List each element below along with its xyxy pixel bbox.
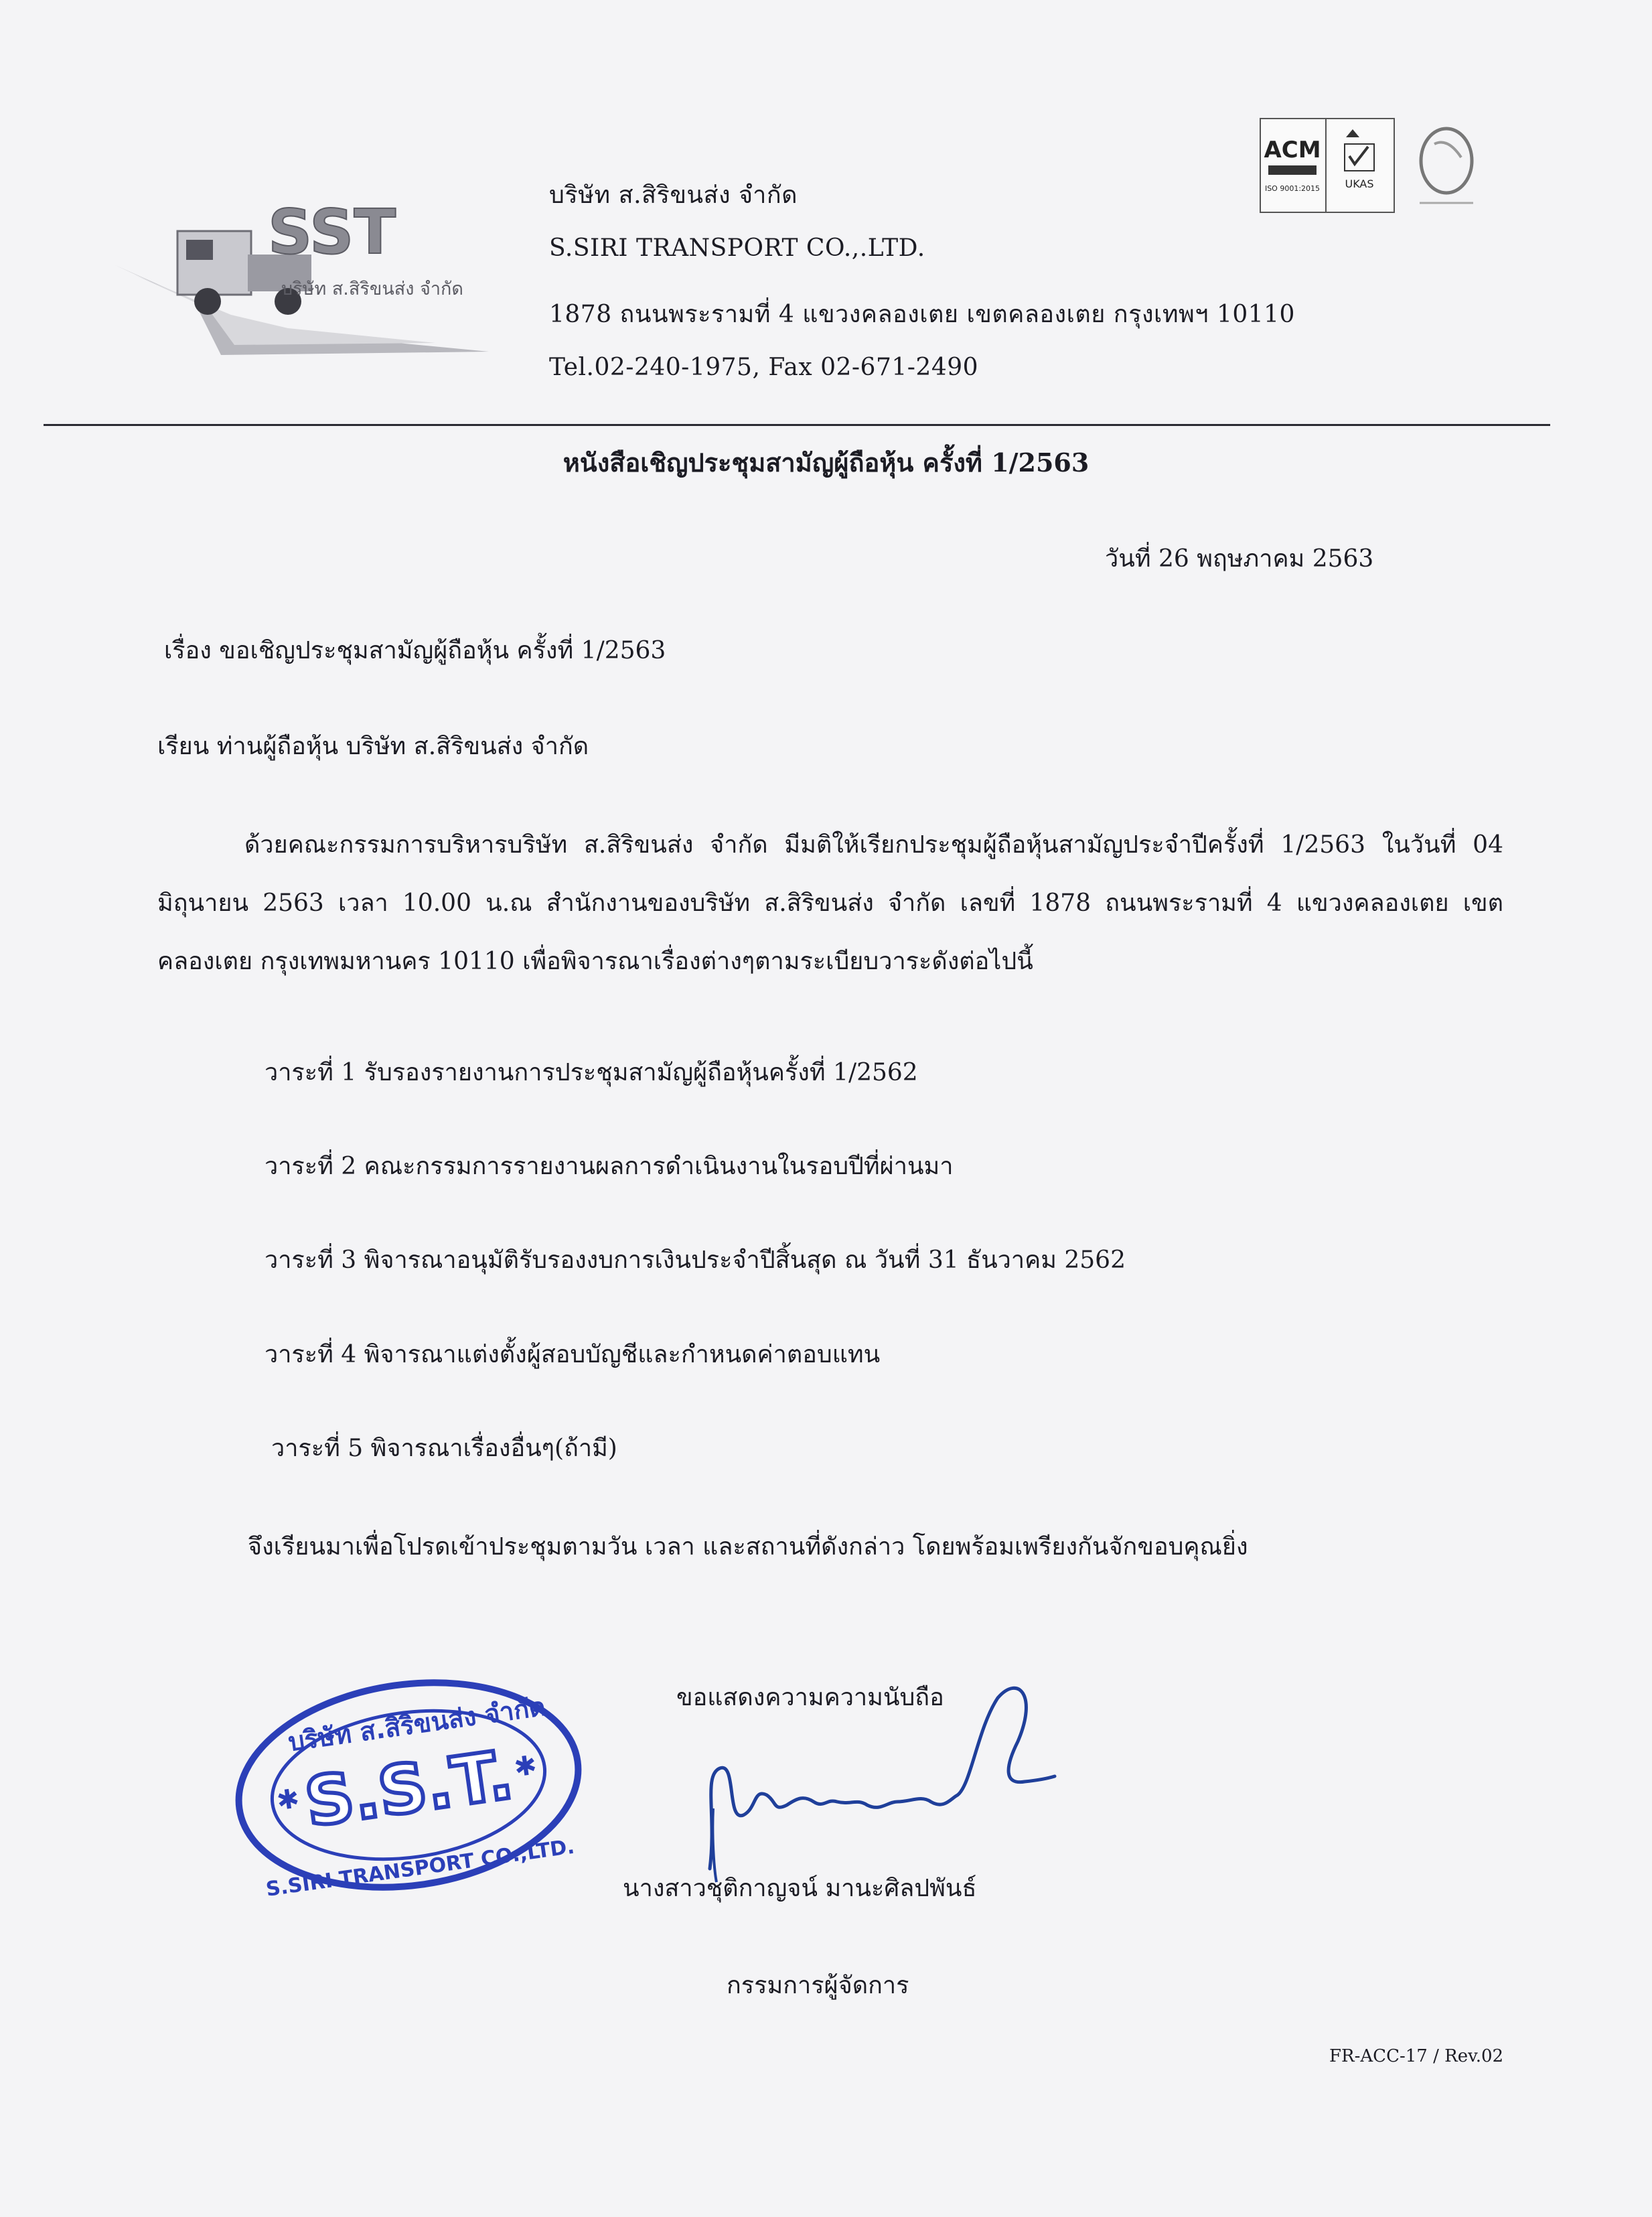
logo-text: SST	[268, 201, 396, 268]
agenda-item-2: วาระที่ 2 คณะกรรมการรายงานผลการดำเนินงานในรอบปีที่ผ่านมา	[265, 1153, 954, 1180]
document-date: วันที่ 26 พฤษภาคม 2563	[1105, 545, 1374, 573]
document-title: หนังสือเชิญประชุมสามัญผู้ถือหุ้น ครั้งที่ 1/2563	[562, 447, 1090, 478]
agenda-item-5: วาระที่ 5 พิจารณาเรื่องอื่นๆ(ถ้ามี)	[271, 1435, 617, 1462]
signer-position: กรรมการผู้จัดการ	[727, 1972, 909, 1999]
logo-subtitle: บริษัท ส.สิริขนส่ง จำกัด	[281, 279, 463, 299]
company-stamp	[228, 1661, 589, 1909]
body-text: ด้วยคณะกรรมการบริหารบริษัท ส.สิริขนส่ง จำกัด มีมติให้เรียกประชุมผู้ถือหุ้นสามัญประจำปีครั้งที่ 1/2563 ในวันที่ 04 มิถุนายน 2563 เวลา 10.00 น.ณ สำนักงานของบริษัท ส.สิริขนส่ง จำกัด เลขที่ 1878 ถนนพระรามที่ 4 แขวงคลองเตย เขตคลองเตย กรุงเทพมหานคร 10110 เพื่อพิจารณาเรื่องต่างๆตามระเบียบวาระดังต่อไปนี้	[157, 831, 1503, 975]
company-name-en: S.SIRI TRANSPORT CO.,.LTD.	[549, 234, 925, 262]
signature	[690, 1668, 1065, 1889]
company-address: 1878 ถนนพระรามที่ 4 แขวงคลองเตย เขตคลองเตย กรุงเทพฯ 10110	[549, 301, 1295, 328]
ukas-mark: UKAS	[1345, 177, 1374, 190]
agenda-item-3: วาระที่ 3 พิจารณาอนุมัติรับรองงบการเงินประจำปีสิ้นสุด ณ วันที่ 31 ธันวาคม 2562	[265, 1246, 1126, 1274]
form-code: FR-ACC-17 / Rev.02	[1329, 2046, 1504, 2066]
stamp-bottom-text: S.SIRI TRANSPORT CO.,LTD.	[264, 1835, 576, 1902]
subject-line: เรื่อง ขอเชิญประชุมสามัญผู้ถือหุ้น ครั้งที่ 1/2563	[164, 637, 666, 664]
closing-text: จึงเรียนมาเพื่อโปรดเข้าประชุมตามวัน เวลา และสถานที่ดังกล่าว โดยพร้อมเพรียงกันจักขอบคุณยิ่ง	[248, 1533, 1248, 1561]
company-phone-fax: Tel.02-240-1975, Fax 02-671-2490	[549, 354, 979, 381]
body-paragraph	[157, 816, 1503, 991]
recipient-line: เรียน ท่านผู้ถือหุ้น บริษัท ส.สิริขนส่ง จำกัด	[157, 733, 589, 760]
certification-marks	[1259, 117, 1487, 218]
stamp-top-text: บริษัท ส.สิริขนส่ง จำกัด	[286, 1691, 548, 1758]
signer-name: นางสาวชุติกาญจน์ มานะศิลปพันธ์	[623, 1875, 977, 1902]
svg-text:✱: ✱	[512, 1749, 539, 1784]
acm-mark: ACM	[1264, 137, 1321, 163]
agenda-item-4: วาระที่ 4 พิจารณาแต่งตั้งผู้สอบบัญชีและกำหนดค่าตอบแทน	[265, 1341, 881, 1368]
regards-text: ขอแสดงความความนับถือ	[676, 1684, 944, 1711]
agenda-item-1: วาระที่ 1 รับรองรายงานการประชุมสามัญผู้ถือหุ้นครั้งที่ 1/2562	[265, 1059, 918, 1086]
header-divider	[44, 424, 1550, 426]
stamp-center-text: S.S.T.	[300, 1735, 518, 1843]
company-logo	[114, 201, 489, 355]
company-name-th: บริษัท ส.สิริขนส่ง จำกัด	[549, 182, 798, 209]
svg-text:✱: ✱	[275, 1783, 301, 1817]
iso-standard: ISO 9001:2015	[1264, 184, 1321, 193]
